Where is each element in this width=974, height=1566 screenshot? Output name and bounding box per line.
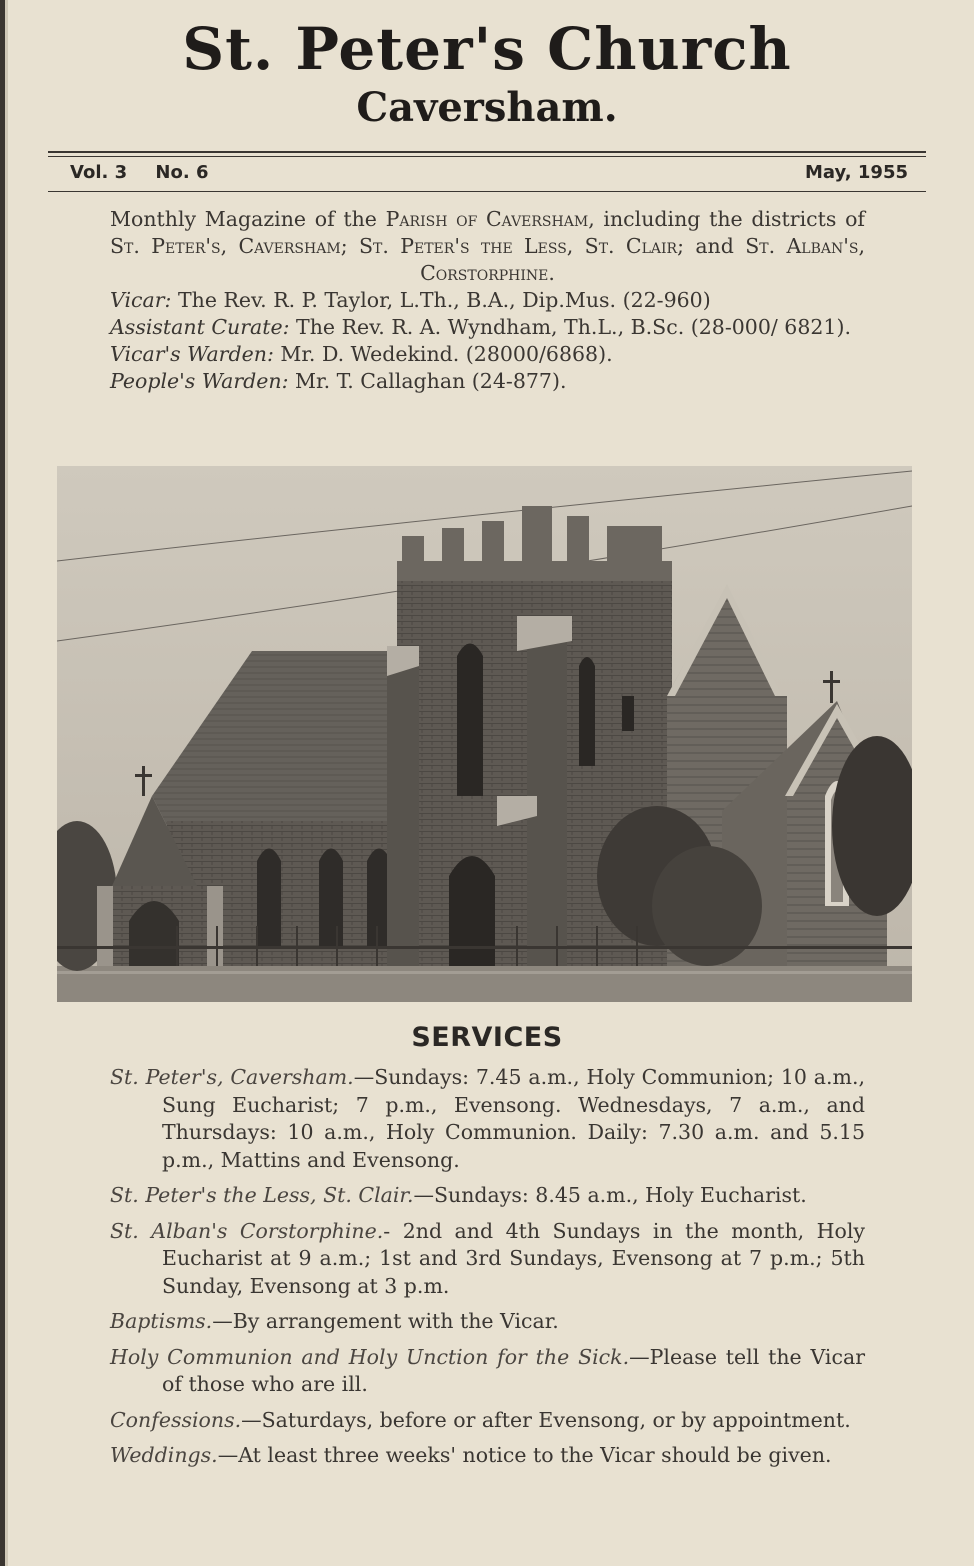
parish-intro — [110, 206, 865, 395]
parish-name: Parish of Caversham — [385, 207, 589, 231]
officer-label: Assistant Curate: — [110, 315, 290, 339]
binding-edge — [0, 0, 12, 1566]
officer-label: Vicar: — [110, 288, 172, 312]
officer-label: People's Warden: — [110, 369, 289, 393]
officer-vicars-warden — [110, 341, 865, 368]
service-confessions — [110, 1407, 865, 1435]
issue-line — [70, 160, 908, 188]
issue-date: May, 1955 — [804, 162, 908, 183]
service-text: —Saturdays, before or after Evensong, or by appointment. — [241, 1407, 851, 1432]
service-label: Holy Communion and Holy Unction for the Sick. — [110, 1344, 630, 1369]
services-list — [110, 1064, 865, 1478]
officer-peoples-warden — [110, 368, 865, 395]
service-text: —At least three weeks' notice to the Vicar should be given. — [217, 1443, 832, 1467]
magazine-description: Monthly Magazine of the Parish of Caversham, including the districts of St. Peter's, Caversham; St. Peter's the Less, St. Clair; and St. Alban's, Corstorphine. — [110, 207, 865, 285]
service-text: - 2nd and 4th Sundays in the month, Holy Eucharist at 9 a.m.; 1st and 3rd Sundays, Evensong at 7 p.m.; 5th Sunday, Evensong at 3 p.m. — [162, 1218, 866, 1298]
officer-text: The Rev. R. A. Wyndham, Th.L., B.Sc. (28-000/ 6821). — [289, 315, 851, 339]
service-text: —Sundays: 7.45 a.m., Holy Communion; 10 a.m., Sung Eucharist; 7 p.m., Evensong. Wednesdays, 7 a.m., and Thursdays: 10 a.m., Holy Communion. Daily: 7.30 a.m. and 5.15 p.m., Mattins and Evensong. — [162, 1065, 866, 1172]
top-rule-thin — [48, 156, 926, 157]
top-rule — [48, 151, 926, 153]
district-st-peters: St. Peter's, Caversham — [110, 234, 341, 258]
service-label: Confessions. — [110, 1407, 242, 1432]
officer-vicar — [110, 287, 865, 314]
officer-assistant-curate — [110, 314, 865, 341]
service-text: —Please tell the Vicar of those who are ill. — [162, 1344, 865, 1396]
officer-text: Mr. D. Wedekind. (28000/6868). — [273, 342, 613, 366]
service-text: —By arrangement with the Vicar. — [212, 1309, 559, 1333]
service-label: St. Peter's the Less, St. Clair. — [110, 1183, 414, 1207]
service-baptisms — [110, 1308, 865, 1336]
service-weddings — [110, 1442, 865, 1470]
service-st-peters-caversham — [110, 1064, 865, 1174]
service-label: St. Peter's, Caversham. — [110, 1065, 354, 1089]
service-label: Baptisms. — [110, 1309, 213, 1333]
masthead-title: St. Peter's Church — [182, 15, 792, 83]
service-st-albans — [110, 1218, 865, 1301]
service-label: St. Alban's Corstorphine. — [110, 1218, 384, 1243]
masthead-subtitle: Caversham. — [356, 84, 618, 131]
masthead — [0, 16, 974, 132]
district-st-peters-less: St. Peter's the Less, St. Clair — [358, 234, 678, 258]
officer-text: The Rev. R. P. Taylor, L.Th., B.A., Dip.Mus. (22-960) — [171, 288, 711, 312]
officer-label: Vicar's Warden: — [110, 342, 274, 366]
church-photograph — [57, 466, 912, 1002]
officer-text: Mr. T. Callaghan (24-877). — [288, 369, 567, 393]
issue-volume: Vol. 3 — [70, 162, 128, 183]
church-illustration — [57, 466, 912, 1002]
bottom-rule — [48, 191, 926, 192]
services-heading: SERVICES — [411, 1022, 563, 1053]
service-text: —Sundays: 8.45 a.m., Holy Eucharist. — [413, 1183, 807, 1207]
district-st-albans: St. Alban's, Corstorphine — [420, 234, 865, 285]
service-st-peters-the-less — [110, 1182, 865, 1210]
service-sick — [110, 1344, 865, 1399]
service-label: Weddings. — [110, 1443, 218, 1467]
issue-number: No. 6 — [155, 162, 209, 183]
